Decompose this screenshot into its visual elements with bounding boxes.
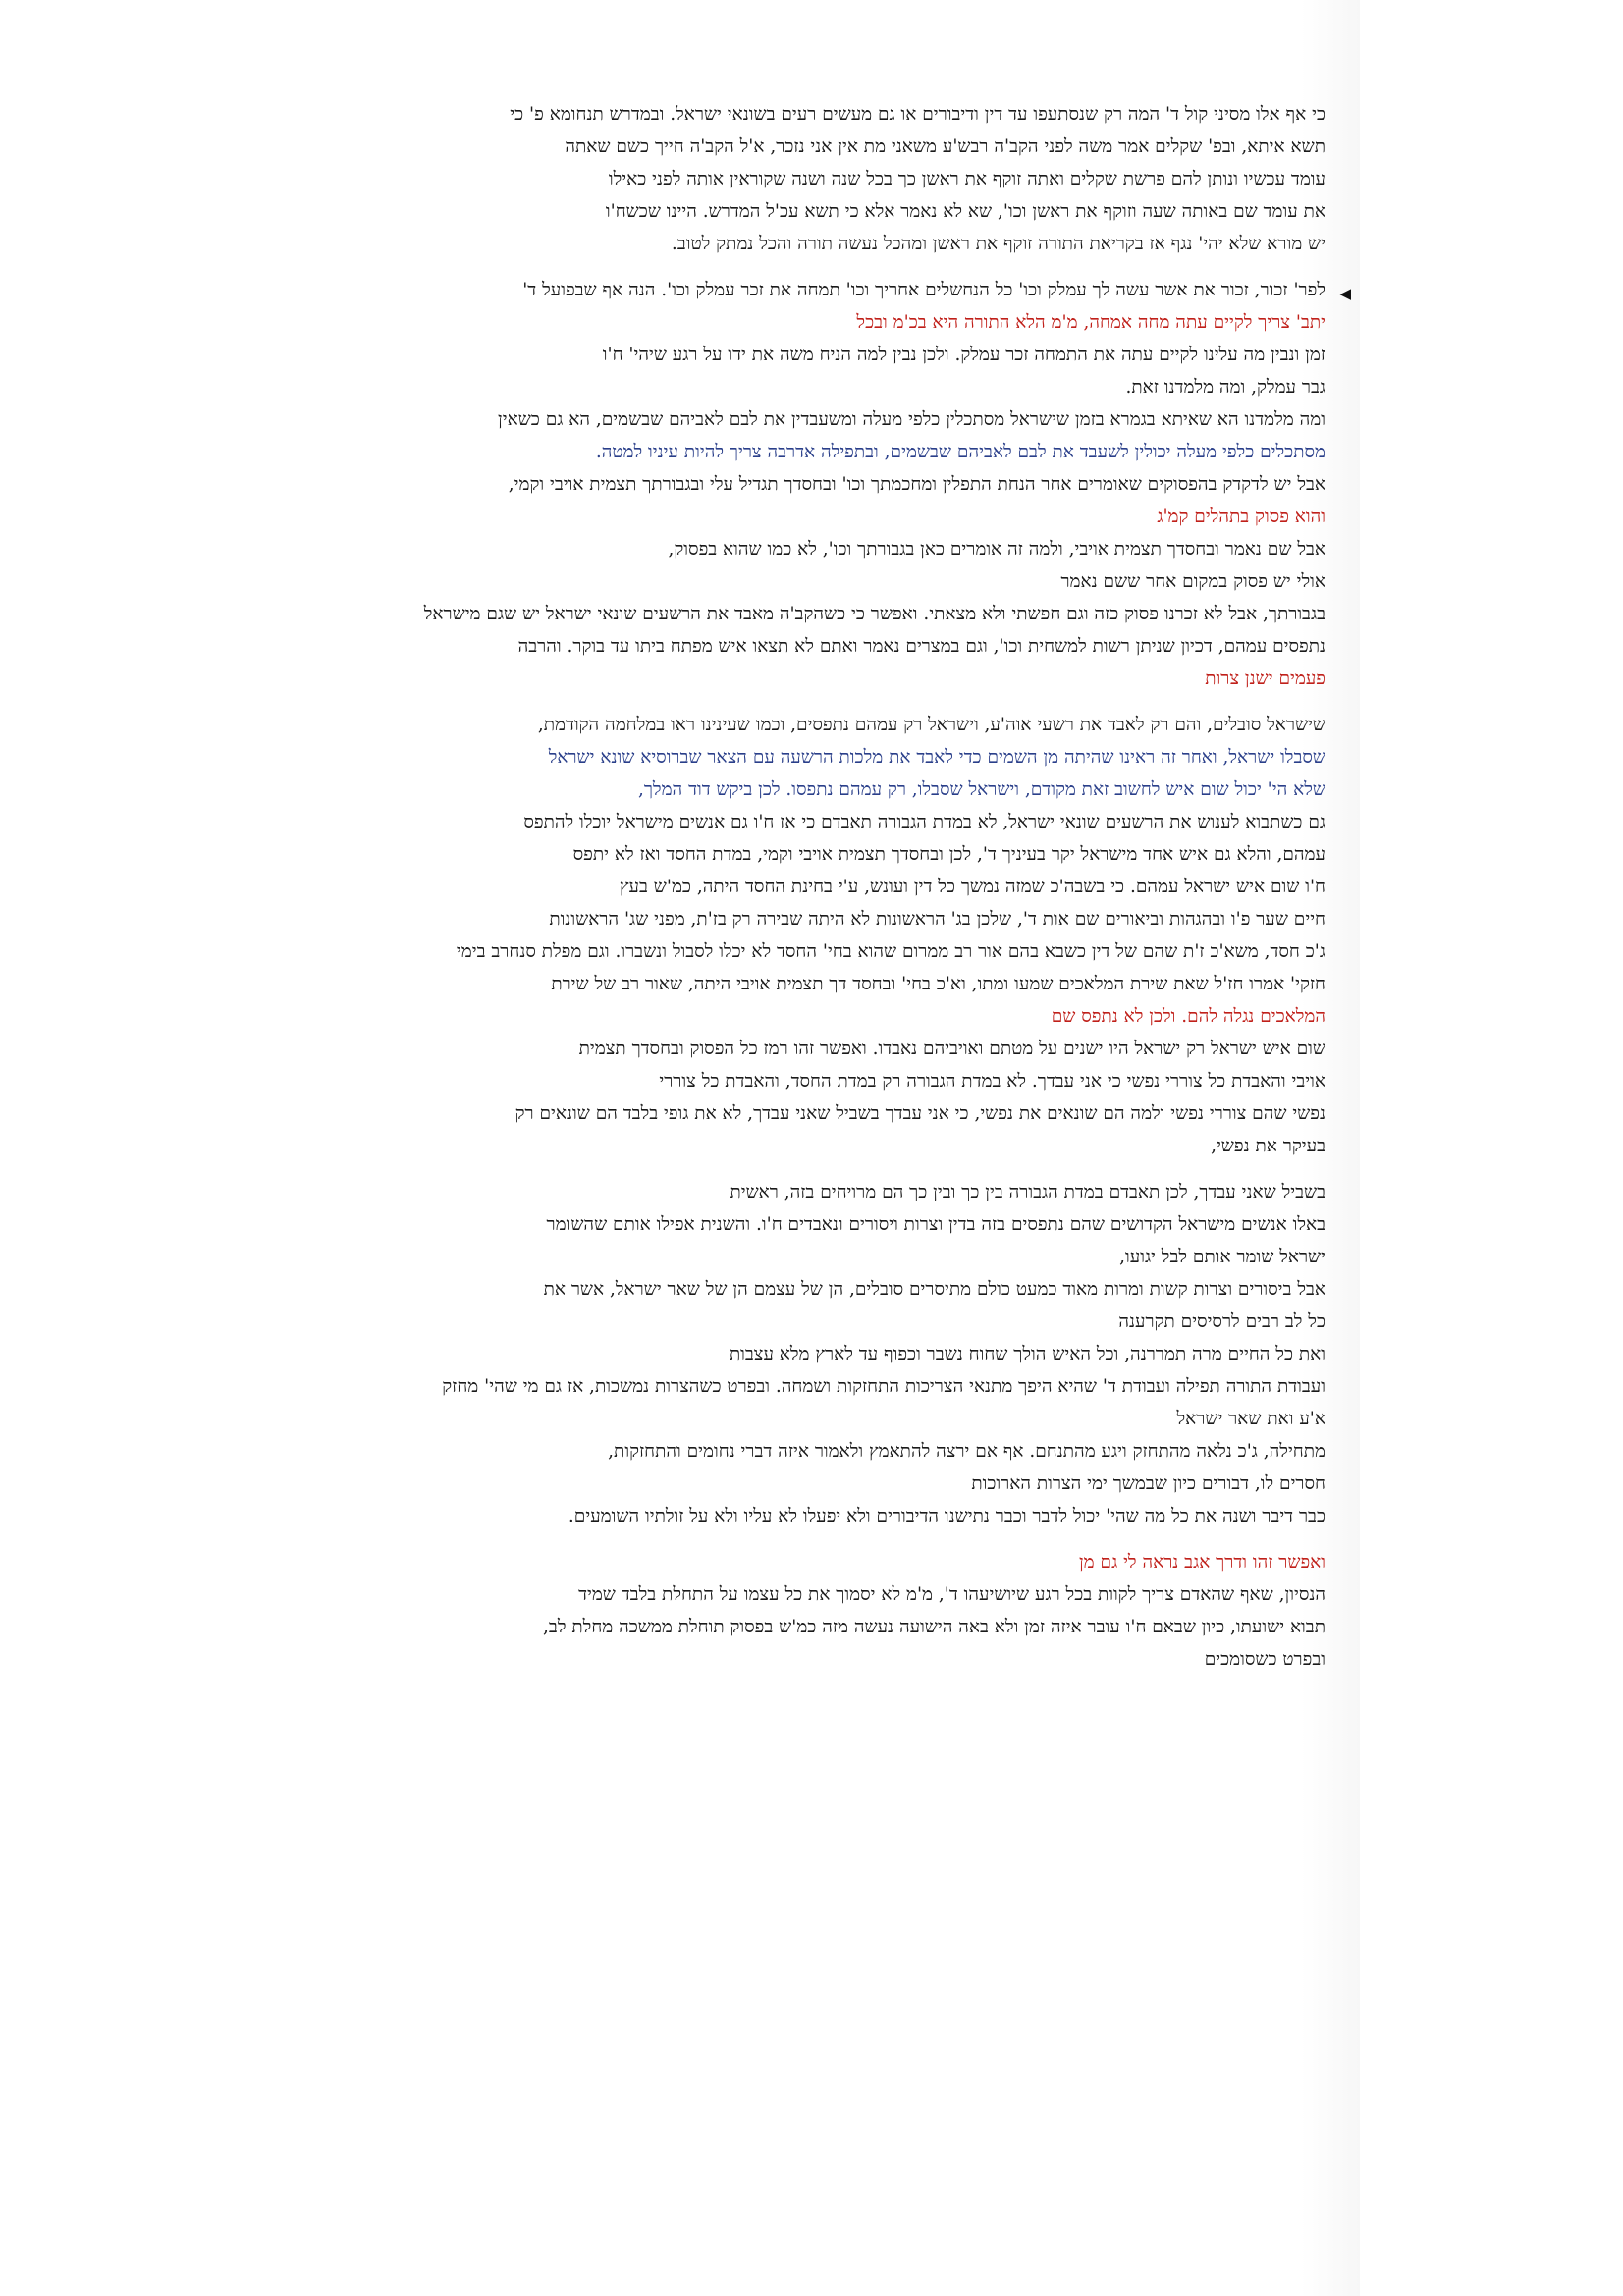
text-line: בעיקר את נפשי, xyxy=(1211,1136,1325,1156)
text-line: את עומד שם באותה שעה וזוקף את ראשן וכו', שא לא נאמר אלא כי תשא עכ'ל המדרש. היינו שכשח'ו xyxy=(605,201,1325,222)
paragraph-1 xyxy=(312,98,1325,260)
text-line-highlight: פעמים ישנן צרות xyxy=(1205,668,1325,689)
text-line: הנסיון, שאף שהאדם צריך לקוות בכל רגע שיושיעהו ד', מ'מ לא יסמוך את כל עצמו על התחלת בלבד שמיד xyxy=(578,1584,1325,1605)
text-line: אויבי והאבדת כל צוררי נפשי כי אני עבדך. לא במדת הגבורה רק במדת החסד, והאבדת כל צוררי xyxy=(659,1071,1325,1092)
text-line: ועבודת התורה תפילה ועבודת ד' שהיא היפך מתנאי הצריכות התחזקות ושמחה. ובפרט כשהצרות נמשכות, אז גם מי שהי' מחזק xyxy=(442,1376,1325,1397)
text-line-highlight: מסתכלים כלפי מעלה יכולין לשעבד את לבם לאביהם שבשמים, ובתפילה אדרבה צריך להיות עיניו למטה. xyxy=(595,442,1325,462)
text-line: בגבורתך, אבל לא זכרנו פסוק כזה וגם חפשתי ולא מצאתי. ואפשר כי כשהקב'ה מאבד את הרשעים שונאי ישראל יש שגם מישראל xyxy=(423,604,1325,624)
text-line-highlight: והוא פסוק בתהלים קמ'ג xyxy=(1157,507,1325,527)
text-line-highlight: המלאכים נגלה להם. ולכן לא נתפס שם xyxy=(1051,1006,1325,1027)
paragraph-3 xyxy=(312,709,1325,1162)
text-line: אבל יש לדקדק בהפסוקים שאומרים אחר הנחת התפלין ומחכמתך וכו' ובחסדך תגדיל עלי ובגבורתך תצמית אויבי וקמי, xyxy=(508,474,1325,495)
text-line: תבוא ישועתו, כיון שבאם ח'ו עובר איזה זמן ולא באה הישועה נעשה מזה כמ'ש בפסוק תוחלת ממשכה מחלת לב, xyxy=(543,1617,1325,1637)
text-line: כי אף אלו מסיני קול ד' המה רק שנסתעפו עד דין ודיבורים או גם מעשים רעים בשונאי ישראל. ובמדרש תנחומא פ' כי xyxy=(510,104,1325,125)
text-line: אבל ביסורים וצרות קשות ומרות מאוד כמעט כולם מתיסרים סובלים, הן של עצמם הן של שאר ישראל, אשר את xyxy=(543,1279,1325,1300)
paragraph-5 xyxy=(312,1546,1325,1676)
text-line: שום איש ישראל רק ישראל היו ישנים על מטתם ואויביהם נאבדו. ואפשר זהו רמז כל הפסוק ובחסדך תצמית xyxy=(578,1039,1325,1059)
text-line: נפשי שהם צוררי נפשי ולמה הם שונאים את נפשי, כי אני עבדך בשביל שאני עבדך, לא את גופי בלבד הם שונאים רק xyxy=(514,1103,1325,1124)
text-line: עומד עכשיו ונותן להם פרשת שקלים ואתה זוקף את ראשן כך בכל שנה ושנה שקוראין אותה לפני כאילו xyxy=(608,169,1325,189)
text-line: תשא איתא, ובפ' שקלים אמר משה לפני הקב'ה רבש'ע משאני מת אין אני נזכר, א'ל הקב'ה חייך כשם שאתה xyxy=(565,136,1325,157)
text-line: חסרים לו, דבורים כיון שבמשך ימי הצרות הארוכות xyxy=(971,1473,1325,1494)
text-line: אבל שם נאמר ובחסדך תצמית אויבי, ולמה זה אומרים כאן בגבורתך וכו', לא כמו שהוא בפסוק, xyxy=(668,539,1325,560)
text-line: באלו אנשים מישראל הקדושים שהם נתפסים בזה בדין וצרות ויסורים ונאבדים ח'ו. והשנית אפילו אותם שהשומר xyxy=(546,1214,1325,1235)
text-line: מתחילה, ג'כ נלאה מהתחזק ויגע מהתנחם. אף אם ירצה להתאמץ ולאמור איזה דברי נחומים והתחזקות, xyxy=(608,1441,1325,1462)
text-line: חיים שער פ'ו ובהגהות וביאורים שם אות ד', שלכן בג' הראשונות לא היתה שבירה רק בז'ת, מפני שג' הראשונות xyxy=(549,909,1325,930)
text-line: גבר עמלק, ומה מלמדנו זאת. xyxy=(1125,377,1325,398)
text-line: ובפרט כשסומכים xyxy=(1204,1649,1325,1670)
text-line: ג'כ חסד, משא'כ ז'ת שהם של דין כשבא בהם אור רב ממרום שהוא בחי' החסד לא יכלו לסבול ונשברו. וגם מפלת סנחרב בימי xyxy=(456,941,1325,962)
text-line: כבר דיבר ושנה את כל מה שהי' יכול לדבר וכבר נתישנו הדיבורים ולא יפעלו לא עליו ולא על זולתיו השומעים. xyxy=(568,1506,1325,1526)
text-line-highlight: שלא הי' יכול שום איש לחשוב זאת מקודם, וישראל שסבלו, רק עמהם נתפסו. לכן ביקש דוד המלך, xyxy=(637,779,1325,800)
text-line: כל לב רבים לרסיסים תקרענה xyxy=(1118,1311,1325,1332)
text-line-insert: אולי יש פסוק במקום אחר ששם נאמר xyxy=(1060,571,1325,592)
paragraph-2 xyxy=(312,274,1351,695)
text-line: זמן ונבין מה עלינו לקיים עתה את התמחה זכר עמלק. ולכן נבין למה הניח משה את ידו על רגע שיהי' ח'ו xyxy=(602,345,1325,365)
text-line: ואת כל החיים מרה תמררנה, וכל האיש הולך שחוח נשבר וכפוף עד לארץ מלא עצבות xyxy=(729,1344,1325,1364)
paragraph-4 xyxy=(312,1176,1325,1532)
text-line: יש מורא שלא יהי' נגף אז בקריאת התורה זוקף את ראשן ומהכל נעשה תורה והכל נמתק לטוב. xyxy=(671,234,1325,254)
text-line: בשביל שאני עבדך, לכן תאבדם במדת הגבורה בין כך ובין כך הם מרויחים בזה, ראשית xyxy=(730,1182,1325,1202)
text-line-highlight: ואפשר זהו ודרך אגב נראה לי גם מן xyxy=(1078,1552,1325,1573)
text-line: נתפסים עמהם, דכיון שניתן רשות למשחית וכו', וגם במצרים נאמר ואתם לא תצאו איש מפתח ביתו עד בוקר. והרבה xyxy=(517,636,1325,657)
text-line: לפר' זכור, זכור את אשר עשה לך עמלק וכו' כל הנחשלים אחריך וכו' תמחה את זכר עמלק וכו'. הנה אף שבפועל ד' xyxy=(522,280,1325,300)
text-line: חזקי' אמרו חז'ל שאת שירת המלאכים שמעו ומתו, וא'כ בחי' ובחסד דך תצמית אויבי היתה, שאור רב של שירת xyxy=(551,974,1325,994)
text-line: ישראל שומר אותם לבל יגועו, xyxy=(1119,1247,1325,1267)
text-line: ומה מלמדנו הא שאיתא בגמרא בזמן שישראל מסתכלין כלפי מעלה ומשעבדין את לבם לאביהם שבשמים, הא גם כשאין xyxy=(498,409,1325,430)
text-line: א'ע ואת שאר ישראל xyxy=(1176,1409,1325,1429)
text-line: ח'ו שום איש ישראל עמהם. כי בשבה'כ שמזה נמשך כל דין ועונש, ע'י בחינת החסד היתה, כמ'ש בעץ xyxy=(619,877,1325,897)
text-line: גם כשתבוא לענוש את הרשעים שונאי ישראל, לא במדת הגבורה תאבדם כי אז ח'ו גם אנשים מישראל יוכלו להתפס xyxy=(523,812,1325,832)
text-line: שישראל סובלים, והם רק לאבד את רשעי אוה'ע, וישראל רק עמהם נתפסים, וכמו שעינינו ראו במלחמה הקודמת, xyxy=(537,715,1325,735)
text-line-highlight: יתב' צריך לקיים עתה מחה אמחה, מ'מ הלא התורה היא בכ'מ ובכל xyxy=(856,312,1325,333)
text-line-highlight: שסבלו ישראל, ואחר זה ראינו שהיתה מן השמים כדי לאבד את מלכות הרשעה עם הצאר שברוסיא שונא ישראל xyxy=(548,747,1325,768)
text-line: עמהם, והלא גם איש אחד מישראל יקר בעיניך ד', לכן ובחסדך תצמית אויבי וקמי, במדת החסד ואז לא יתפס xyxy=(572,844,1325,865)
bullet-marker: ◀ xyxy=(1339,285,1351,302)
document-body xyxy=(312,98,1351,1689)
